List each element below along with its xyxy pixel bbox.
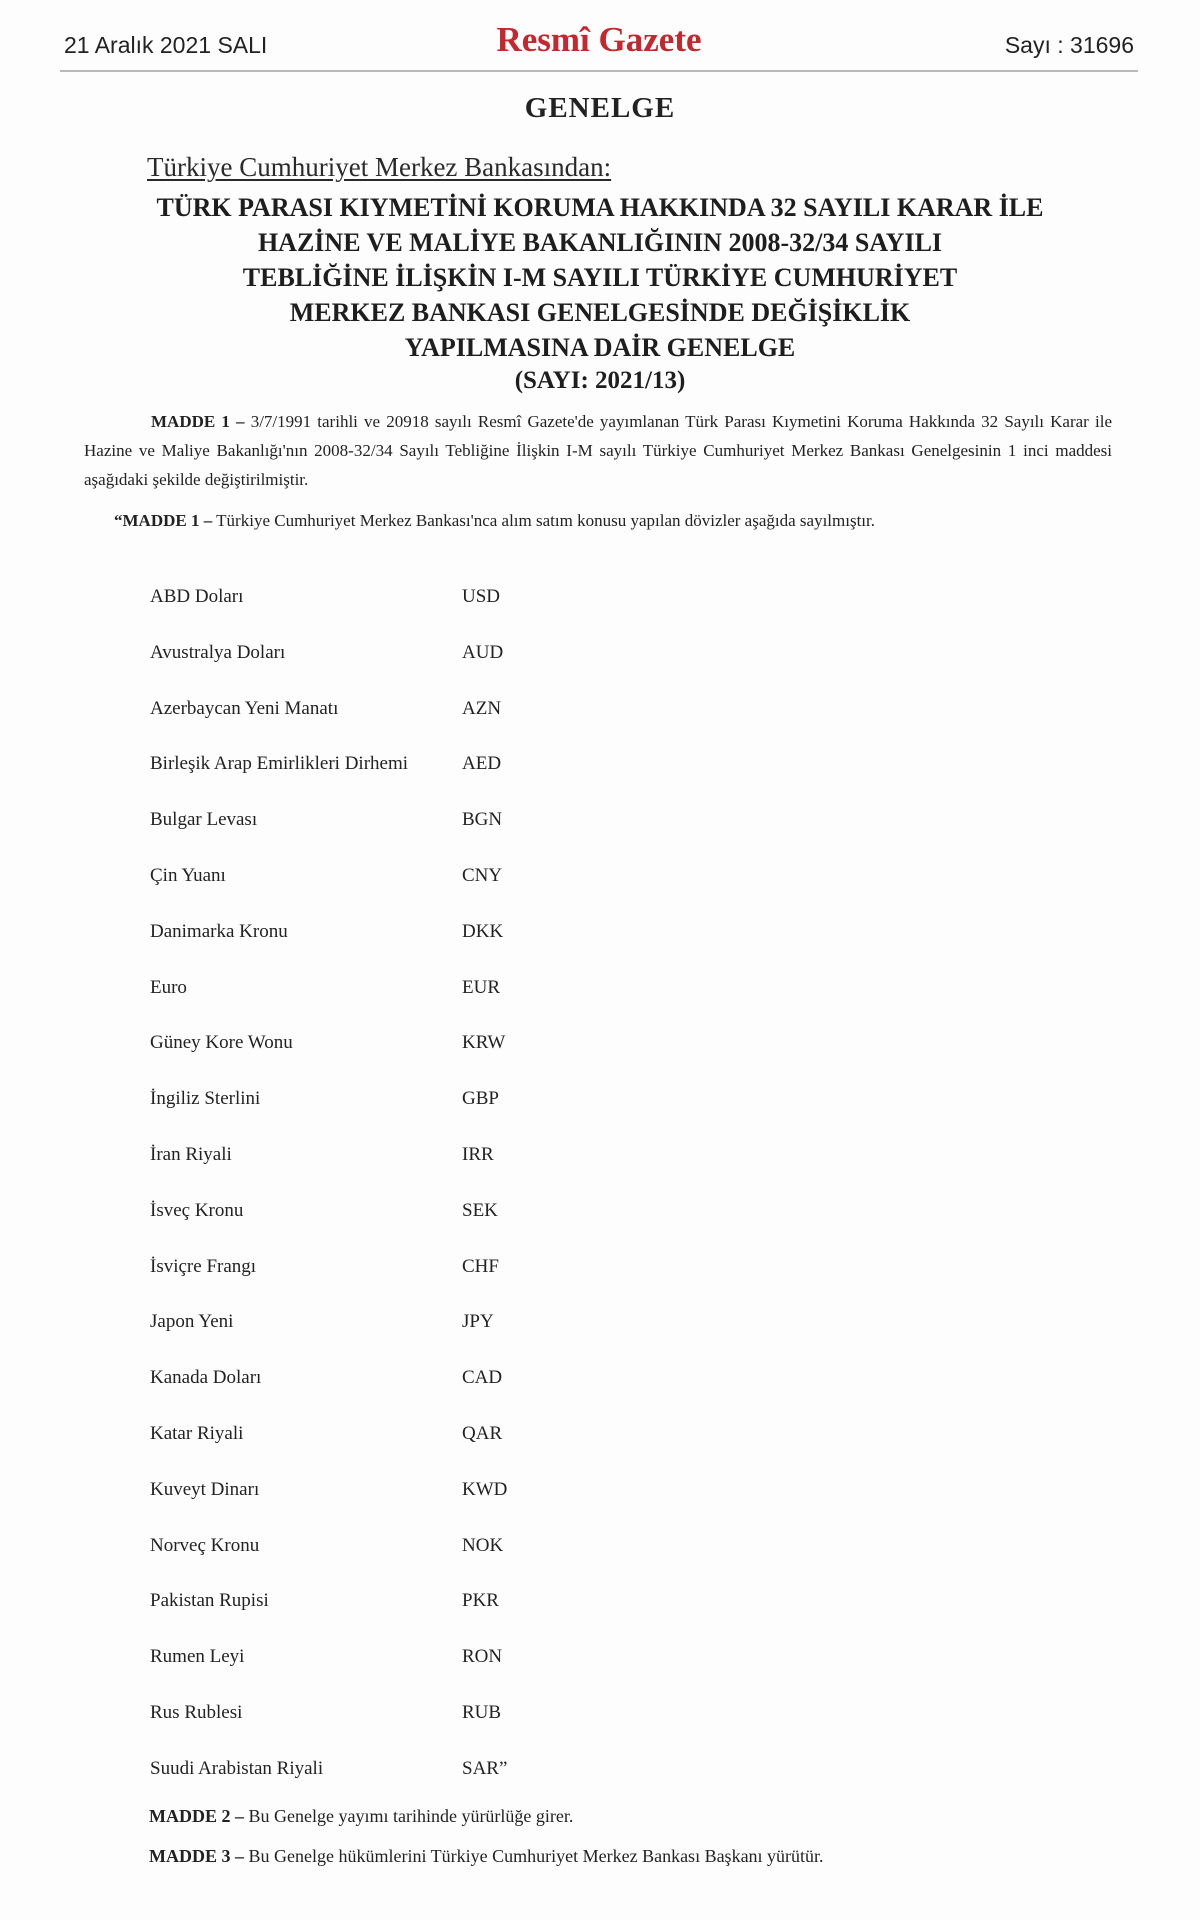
currency-row bbox=[150, 1088, 650, 1144]
currency-row bbox=[150, 1646, 650, 1702]
currency-row bbox=[150, 1367, 650, 1423]
currency-name: Norveç Kronu bbox=[150, 1534, 260, 1556]
currency-name: Kuveyt Dinarı bbox=[150, 1478, 260, 1500]
currency-name: Bulgar Levası bbox=[150, 809, 258, 831]
currency-name: İsviçre Frangı bbox=[150, 1255, 257, 1277]
currency-code: KWD bbox=[462, 1478, 508, 1500]
currency-code: QAR bbox=[462, 1422, 503, 1444]
title-line: MERKEZ BANKASI GENELGESİNDE DEĞİŞİKLİK bbox=[289, 298, 911, 327]
currency-row bbox=[150, 1032, 650, 1088]
currency-name: Pakistan Rupisi bbox=[150, 1590, 269, 1612]
page-header bbox=[60, 20, 1138, 72]
currency-row bbox=[150, 1479, 650, 1535]
currency-row bbox=[150, 921, 650, 977]
title-line: YAPILMASINA DAİR GENELGE bbox=[404, 333, 796, 362]
currency-row bbox=[150, 1200, 650, 1256]
currency-code: IRR bbox=[462, 1143, 494, 1165]
article-2 bbox=[149, 1806, 1129, 1827]
currency-row bbox=[150, 698, 650, 754]
currency-code: AZN bbox=[462, 697, 502, 719]
currency-name: Katar Riyali bbox=[150, 1422, 244, 1444]
currency-name: Danimarka Kronu bbox=[150, 920, 288, 942]
currency-row bbox=[150, 586, 650, 642]
currency-code: DKK bbox=[462, 920, 504, 942]
document-title bbox=[80, 190, 1120, 365]
header-issue-number: Sayı : 31696 bbox=[1004, 32, 1134, 58]
currency-name: Japon Yeni bbox=[150, 1311, 234, 1333]
currency-code: CAD bbox=[462, 1367, 503, 1389]
currency-name: Kanada Doları bbox=[150, 1367, 262, 1389]
issuer-line: Türkiye Cumhuriyet Merkez Bankasından: bbox=[147, 152, 612, 182]
currency-row bbox=[150, 865, 650, 921]
currency-code: JPY bbox=[462, 1311, 494, 1333]
currency-code: GBP bbox=[462, 1088, 499, 1110]
currency-code: KRW bbox=[462, 1032, 506, 1054]
currency-code: CHF bbox=[462, 1255, 499, 1277]
article-3 bbox=[149, 1846, 1129, 1867]
article-text: 3/7/1991 tarihli ve 20918 sayılı Resmî Gazete'de yayımlanan Türk Parası Kıymetini Koruma Hakkında 32 Sayılı Karar ile Hazine ve Maliye Bakanlığı'nın 2008-32/34 Sayılı Tebliğine İlişkin I-M sayılı Türkiye Cumhuriyet Merkez Bankası Genelgesinin 1 inci maddesi aşağıdaki şekilde değiştirilmiştir. bbox=[84, 412, 1112, 489]
article-label: MADDE 3 – bbox=[149, 1846, 244, 1866]
title-line: HAZİNE VE MALİYE BAKANLIĞININ 2008-32/34 SAYILI bbox=[257, 228, 943, 257]
currency-name: İran Riyali bbox=[150, 1143, 232, 1165]
currency-row bbox=[150, 977, 650, 1033]
title-line: TEBLİĞİNE İLİŞKİN I-M SAYILI TÜRKİYE CUMHURİYET bbox=[242, 263, 958, 292]
currency-name: İsveç Kronu bbox=[150, 1199, 244, 1221]
currency-row bbox=[150, 1144, 650, 1200]
currency-name: Rus Rublesi bbox=[150, 1701, 243, 1723]
document-number: (SAYI: 2021/13) bbox=[514, 367, 686, 394]
currency-row bbox=[150, 1311, 650, 1367]
header-date: 21 Aralık 2021 SALI bbox=[64, 32, 268, 58]
currency-name: Çin Yuanı bbox=[150, 864, 226, 886]
currency-row bbox=[150, 809, 650, 865]
currency-code: NOK bbox=[462, 1534, 504, 1556]
article-text: Bu Genelge yayımı tarihinde yürürlüğe girer. bbox=[248, 1806, 574, 1826]
title-line: TÜRK PARASI KIYMETİNİ KORUMA HAKKINDA 32 SAYILI KARAR İLE bbox=[156, 193, 1044, 222]
article-label: MADDE 1 – bbox=[151, 412, 245, 431]
currency-row bbox=[150, 1423, 650, 1479]
currency-row bbox=[150, 1256, 650, 1312]
article-1-paragraph bbox=[84, 407, 1112, 494]
currency-code: AED bbox=[462, 753, 502, 775]
article-label: MADDE 2 – bbox=[149, 1806, 244, 1826]
currency-code: BGN bbox=[462, 809, 503, 831]
amended-article-1-paragraph bbox=[84, 506, 1112, 535]
currency-code: SEK bbox=[462, 1199, 498, 1221]
currency-row bbox=[150, 1702, 650, 1758]
masthead-title: Resmî Gazete bbox=[496, 20, 702, 59]
currency-row bbox=[150, 1535, 650, 1591]
currency-name: Suudi Arabistan Riyali bbox=[150, 1757, 324, 1779]
currency-code: SAR” bbox=[462, 1757, 508, 1779]
currency-name: Birleşik Arap Emirlikleri Dirhemi bbox=[150, 753, 409, 775]
article-text: Türkiye Cumhuriyet Merkez Bankası'nca alım satım konusu yapılan dövizler aşağıda sayılmıştır. bbox=[216, 511, 875, 530]
currency-code: PKR bbox=[462, 1590, 499, 1612]
currency-name: ABD Doları bbox=[150, 586, 244, 607]
article-text: Bu Genelge hükümlerini Türkiye Cumhuriyet Merkez Bankası Başkanı yürütür. bbox=[248, 1846, 824, 1866]
currency-row bbox=[150, 642, 650, 698]
currency-name: Azerbaycan Yeni Manatı bbox=[150, 697, 339, 719]
article-label: “MADDE 1 – bbox=[114, 511, 213, 530]
currency-name: Güney Kore Wonu bbox=[150, 1032, 293, 1054]
currency-name: Euro bbox=[150, 976, 187, 998]
currency-code: USD bbox=[462, 586, 501, 607]
currency-list bbox=[150, 586, 650, 1814]
currency-code: EUR bbox=[462, 976, 500, 998]
currency-name: İngiliz Sterlini bbox=[150, 1088, 261, 1110]
currency-name: Avustralya Doları bbox=[150, 641, 286, 663]
currency-row bbox=[150, 1590, 650, 1646]
section-label: GENELGE bbox=[524, 92, 676, 124]
currency-code: CNY bbox=[462, 864, 503, 886]
currency-name: Rumen Leyi bbox=[150, 1646, 245, 1668]
currency-code: AUD bbox=[462, 641, 504, 663]
currency-code: RUB bbox=[462, 1701, 502, 1723]
currency-row bbox=[150, 753, 650, 809]
currency-code: RON bbox=[462, 1646, 503, 1668]
